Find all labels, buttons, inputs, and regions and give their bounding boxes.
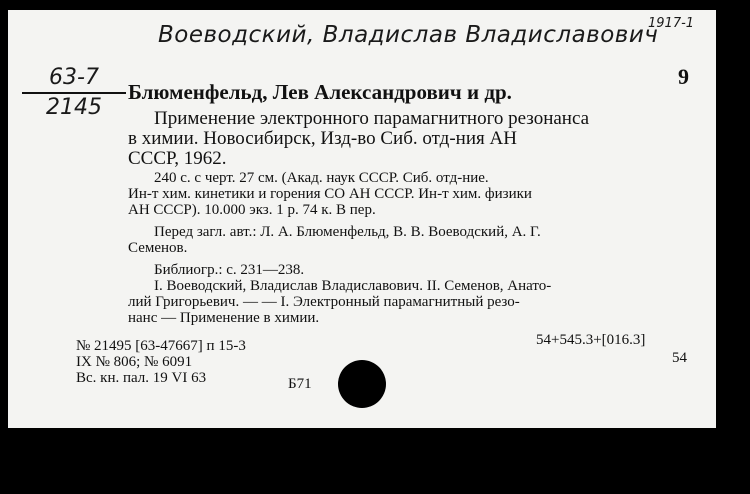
footer-left-line-3: Вс. кн. пал. 19 VI 63 [76, 370, 207, 386]
bibliography: Библиогр.: с. 231—238. [154, 262, 305, 278]
catalog-card [8, 10, 716, 428]
title-line-3: СССР, 1962. [128, 148, 227, 169]
shelf-code-top: 63-7 [22, 64, 126, 94]
tracing-line-3: нанс — Применение в химии. [128, 310, 320, 326]
handwritten-year: 1917-1 [648, 16, 695, 31]
note-line-2: Семенов. [128, 240, 188, 256]
classification-code: 54+545.3+[016.3] [536, 332, 646, 348]
note-line-1: Перед загл. авт.: Л. А. Блюменфельд, В. В. Воеводский, А. Г. [154, 224, 541, 240]
description-line-2: Ин-т хим. кинетики и горения СО АН СССР. Ин-т хим. физики [128, 186, 532, 202]
card-number: 9 [678, 64, 689, 89]
title-line-1: Применение электронного парамагнитного резонанса [154, 108, 590, 129]
footer-left-line-2: IX № 806; № 6091 [76, 354, 193, 370]
punch-hole [338, 360, 386, 408]
description-line-3: АН СССР). 10.000 экз. 1 р. 74 к. В пер. [128, 202, 376, 218]
title-line-2: в химии. Новосибирск, Изд-во Сиб. отд-ния АН [128, 128, 517, 149]
shelf-code-bottom: 2145 [46, 95, 102, 120]
author: Блюменфельд, Лев Александрович и др. [128, 80, 512, 104]
handwritten-shelf-code [22, 64, 126, 122]
footer-left-code: Б71 [288, 376, 312, 392]
tracing-line-2: лий Григорьевич. — — I. Электронный парамагнитный резо- [128, 294, 520, 310]
tracing-line-1: I. Воеводский, Владислав Владиславович. II. Семенов, Анато- [154, 278, 552, 294]
handwritten-heading: Воеводский, Владислав Владиславович [158, 22, 659, 48]
description-line-1: 240 с. с черт. 27 см. (Акад. наук СССР. Сиб. отд-ние. [154, 170, 489, 186]
classification-code-2: 54 [672, 350, 687, 366]
footer-left-line-1: № 21495 [63-47667] п 15-3 [76, 338, 246, 354]
